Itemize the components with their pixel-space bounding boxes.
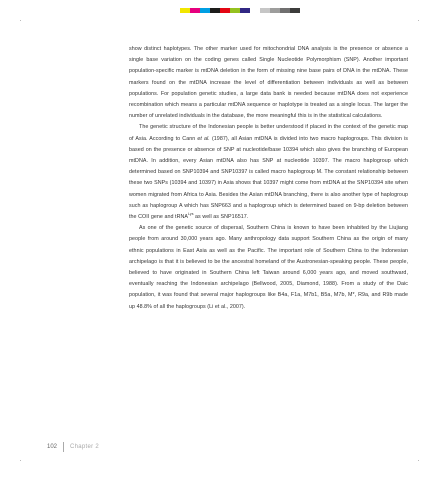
crop-mark-top-right bbox=[418, 20, 419, 21]
paragraph-3: As one of the genetic source of dispersal, Southern China is known to have been inhabited by the Liujiang people from around 30,000 years ago. Many anthropology data support Southern China as the origin of many ethnic populations in East Asia as well as the Pacific. The important role of Southern China to the Indonesian archipelago is that it is believed to be the ancestral homeland of the Austronesian-speaking people. These people, believed to have originated in Southern China left Taiwan around 6,000 years ago, and moved southward, eventually reaching the Indonesian archipelago (Bellwood, 2005, Diamond, 1988). From a study of the Daic population, it was found that several major haplogroups like B4a, F1a, M7b1, B5a, M7b, M*, R9a, and R9b made up 48.8% of all the haplogroups (Li et al., 2007). bbox=[129, 225, 408, 310]
paragraph-2-superscript: Lys bbox=[188, 212, 194, 217]
crop-mark-bottom-right bbox=[418, 460, 419, 461]
color-swatch bbox=[250, 8, 260, 13]
paragraph-1: show distinct haplotypes. The other marker used for mitochondrial DNA analysis is the presence or absence a single base variation on the coding genes called Single Nucleotide Polymorphism (SNP). Another important population-specific marker is mtDNA deletion in the form of missing nine base pairs of DNA in the mtDNA. These markers found on the mtDNA increase the level of differentiation between individuals as well as between populations. For population genetic studies, a large data bank is needed because mtDNA does not experience recombination which means a particular mtDNA sequence or haplotype is treated as a single locus. The larger the number of unrelated individuals in the database, the more meaningful this is in the statistical calculations. bbox=[129, 46, 408, 120]
color-swatch bbox=[180, 8, 190, 13]
color-swatch bbox=[240, 8, 250, 13]
color-swatch bbox=[200, 8, 210, 13]
paragraph-2 bbox=[129, 122, 408, 223]
footer-divider bbox=[63, 442, 64, 452]
paragraph-2-text-c: as well as SNP16517. bbox=[193, 214, 249, 221]
color-swatch bbox=[270, 8, 280, 13]
color-swatch bbox=[190, 8, 200, 13]
color-swatch bbox=[260, 8, 270, 13]
crop-mark-top-left bbox=[20, 20, 21, 21]
body-text bbox=[129, 44, 408, 313]
color-swatch bbox=[210, 8, 220, 13]
paragraph-2-italic: et al. bbox=[197, 135, 210, 142]
color-swatch bbox=[220, 8, 230, 13]
page-number: 102 bbox=[47, 444, 58, 450]
crop-mark-bottom-left bbox=[20, 460, 21, 461]
chapter-label: Chapter 2 bbox=[70, 444, 100, 450]
color-swatch bbox=[230, 8, 240, 13]
color-swatch bbox=[280, 8, 290, 13]
page-footer bbox=[47, 442, 99, 452]
paragraph-2-text-b: (1987), all Asian mtDNA is divided into two macro haplogroups. This division is based on the presence or absence of SNP at nucleotide/base 10394 which also gives the branching of European mtDNA. In addition, every Asian mtDNA also has SNP at nucleotide 10397. The macro haplogroup which determined based on SNP10394 and SNP10397 is called macro haplogroup M. The constant relationship between these two SNPs (10394 and 10397) in Asia shows that 10397 might come from mtDNA at the SNP10394 site when women migrated from Africa to Asia. Besides the Asian mtDNA branching, there is also another type of haplogroup such as haplogroup A which has SNP663 and a haplogroup which is determined based on 9-bp deletion between the COII gene and tRNA bbox=[129, 135, 408, 221]
color-swatch bbox=[290, 8, 300, 13]
paragraph-2-text-a: The genetic structure of the Indonesian people is better understood if placed in the context of the genetic map of Asia. According to Cann bbox=[129, 124, 408, 142]
registration-color-bar bbox=[180, 8, 300, 13]
